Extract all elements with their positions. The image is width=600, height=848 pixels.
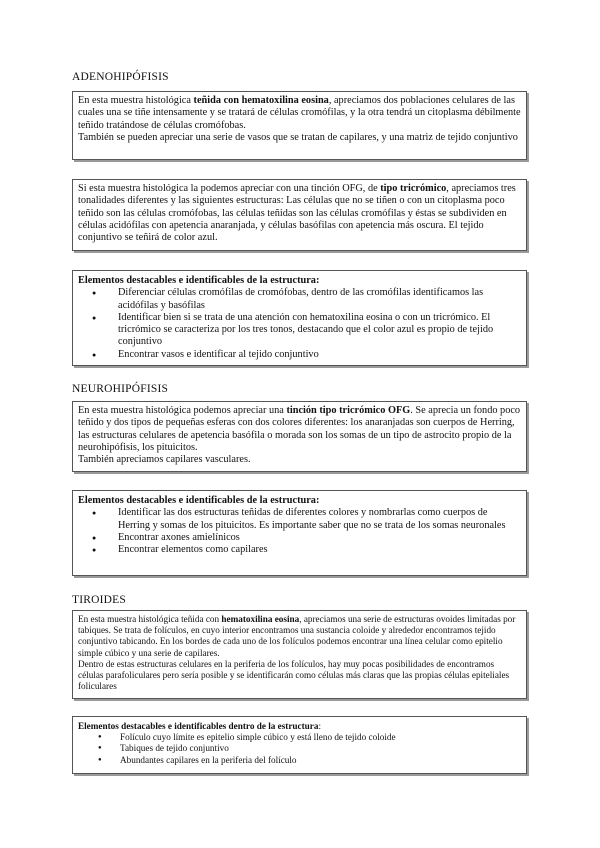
list-item: ● Folículo cuyo límite es epitelio simple cúbico y está lleno de tejido coloide [78, 732, 521, 743]
elements-title-text: Elementos destacables e identificables dentro de la estructura [78, 721, 319, 731]
tiroides-paragraph-1 [78, 614, 521, 659]
list-item: ● Diferenciar células cromófilas de cromófobas, dentro de las cromófilas identificamos las acidófilas y basófilas [78, 287, 521, 312]
neuro-elements-list [78, 507, 521, 556]
text-segment: , apreciamos dos poblaciones celulares de las cuales una se tiñe intensamente y se tratará de células cromófilas, y la otra tendrá un citoplasma débilmente teñido tratándose de células cromófobas. [78, 95, 521, 131]
adeno-paragraph-2: También se pueden apreciar una serie de vasos que se tratan de capilares, y una matriz de tejido conjuntivo [78, 131, 518, 143]
text-segment: En esta muestra histológica [78, 95, 194, 106]
tiroides-elements-title [78, 721, 521, 732]
tiroides-elements-box [72, 716, 527, 774]
text-segment: En esta muestra histológica podemos apreciar una [78, 405, 287, 416]
adeno-elements-list [78, 287, 521, 361]
text-segment: . Se aprecia un fondo poco teñido y dos tipos de pequeñas esferas con dos colores diferentes: los anaranjadas son cuerpos de Herring, las estructuras celulares de apetencia basófila o morada son los somas de un tipo de astrocito propio de la neurohipófisis, los pituicitos. [78, 405, 521, 453]
adeno-paragraph-1 [78, 95, 521, 132]
list-item: ● Encontrar vasos e identificar al tejido conjuntivo [78, 349, 521, 361]
emphasis-stain: tipo tricrómico [380, 183, 447, 194]
tiroides-paragraph-2: Dentro de estas estructuras celulares en la periferia de los folículos, hay muy pocas posibilidades de encontramos células parafoliculares pero sería posible y se identificarán como células más claras que las propias células epiteliales foliculares [78, 658, 510, 692]
emphasis-stain: hematoxilina eosina [221, 614, 300, 624]
list-item: ● Encontrar axones amielínicos [78, 532, 521, 544]
list-item: ● Tabiques de tejido conjuntivo [78, 743, 521, 754]
neuro-paragraph-1 [78, 405, 521, 454]
heading-adenohipofisis: ADENOHIPÓFISIS [72, 71, 169, 83]
list-item: ● Abundantes capilares en la periferia del folículo [78, 755, 521, 766]
text-segment: En esta muestra histológica teñida con [78, 614, 222, 624]
adeno-description-box [72, 91, 527, 160]
text-segment: Si esta muestra histológica la podemos apreciar con una tinción OFG, de [78, 183, 381, 194]
adeno-elements-title [78, 275, 521, 287]
heading-tiroides: TIROIDES [72, 594, 126, 606]
title-colon: : [318, 721, 322, 731]
elements-title-text: Elementos destacables e identificables de la estructura: [78, 275, 320, 286]
emphasis-stain: tinción tipo tricrómico OFG [286, 405, 411, 416]
text-segment: , apreciamos tres tonalidades diferentes y las siguientes estructuras: Las células que no se tiñen o con un citoplasma poco teñido son las células cromófobas, las células teñidas son las células cromófilas y éstas se subdividen en células acidófilas con apetencia anaranjada, y células basófilas con apetencia más oscura. El tejido conjuntivo se teñirá de color azul. [78, 183, 516, 244]
elements-title-text: Elementos destacables e identificables de la estructura: [78, 495, 320, 506]
adeno-ofg-box [72, 179, 527, 251]
emphasis-stain: teñida con hematoxilina eosina [193, 95, 329, 106]
neuro-paragraph-2: También apreciamos capilares vasculares. [78, 454, 251, 466]
list-item: ● Identificar las dos estructuras teñidas de diferentes colores y nombrarlas como cuerpos de Herring y somas de los pituicitos. Es importante saber que no se trata de los somas neuronales [78, 507, 521, 532]
tiroides-description-box [72, 610, 527, 699]
neuro-elements-box [72, 490, 527, 576]
tiroides-elements-list [78, 732, 521, 766]
list-item: ● Encontrar elementos como capilares [78, 544, 521, 556]
neuro-description-box [72, 401, 527, 472]
neuro-elements-title [78, 495, 521, 507]
heading-neurohipofisis: NEUROHIPÓFISIS [72, 383, 169, 395]
adeno-ofg-paragraph [78, 183, 521, 244]
adeno-elements-box [72, 270, 527, 366]
text-segment: , apreciamos una serie de estructuras ovoides limitadas por tabiques. Se trata de folículos, en cuyo interior encontramos una sustancia coloide y alrededor encontramos tejido conjuntivo tabicando. En los bordes de cada uno de los folículos podemos encontrar una línea celular como epitelio simple cúbico y una serie de capilares. [78, 614, 516, 658]
list-item: ● Identificar bien si se trata de una atención con hematoxilina eosina o con un tricrómico. El tricrómico se caracteriza por los tres tonos, destacando que el color azul es propio de tejido conjuntivo [78, 312, 521, 349]
